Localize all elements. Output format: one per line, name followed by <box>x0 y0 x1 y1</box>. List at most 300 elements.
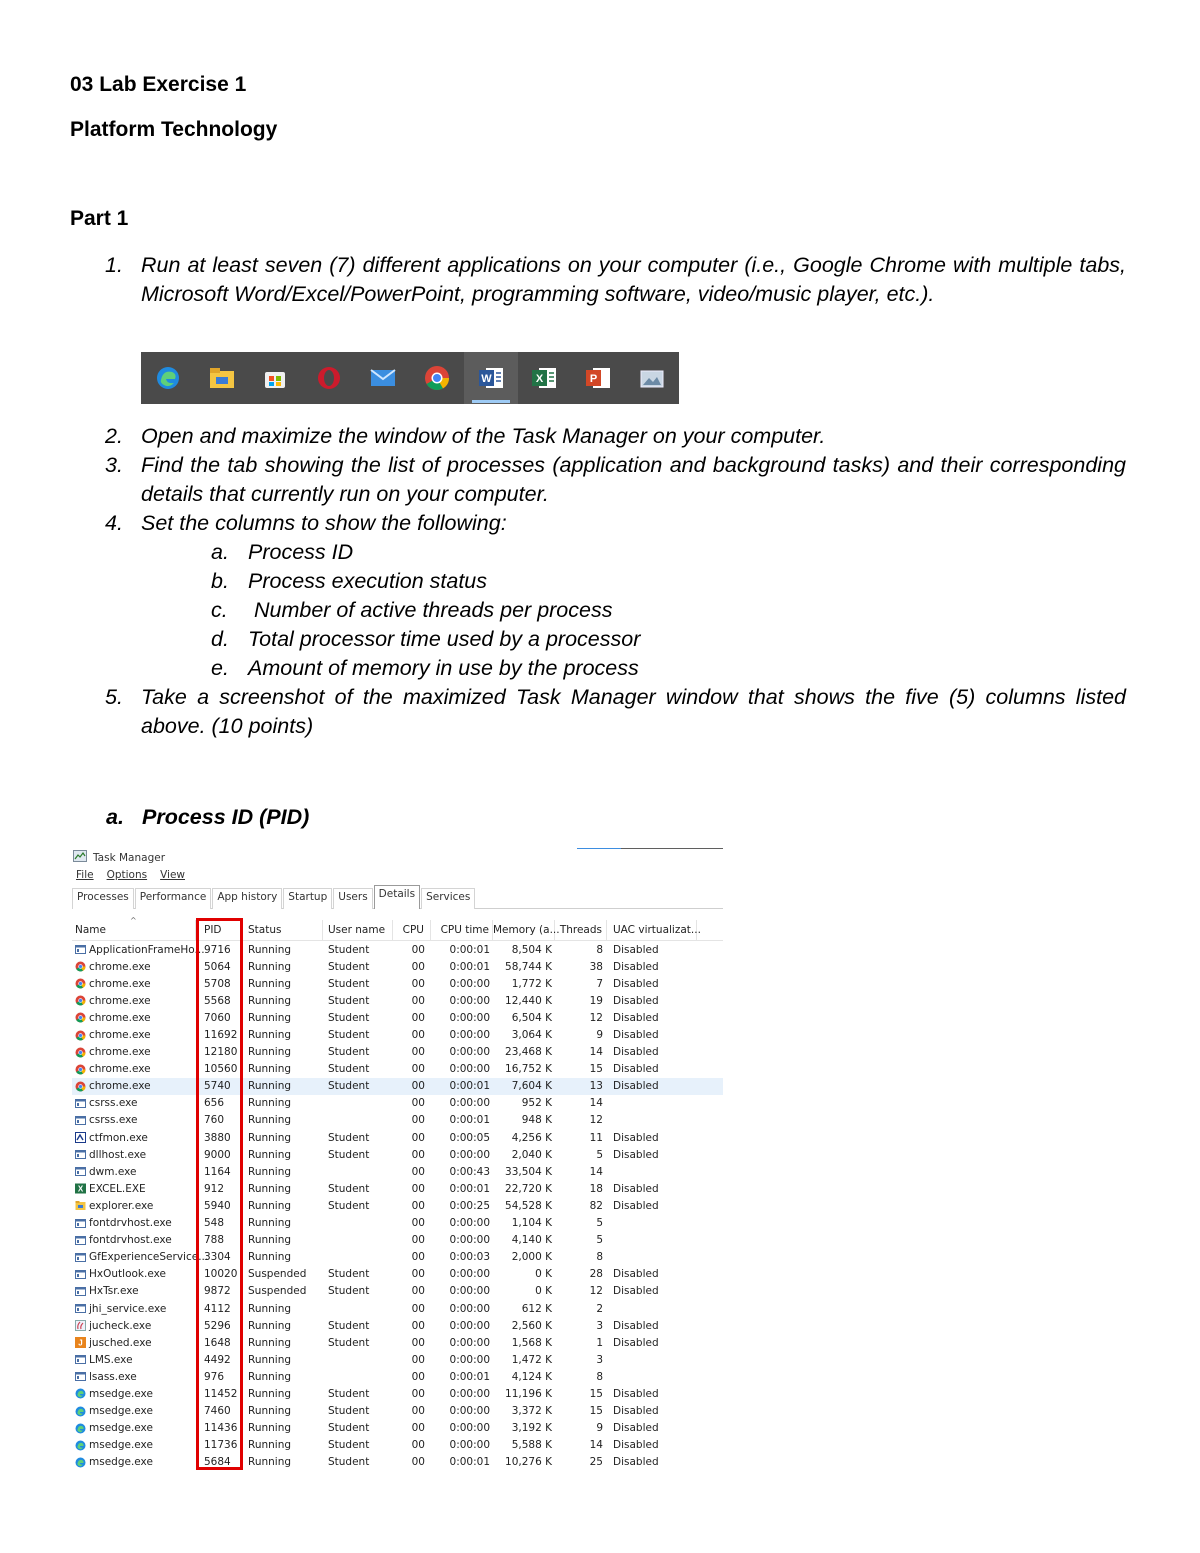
tab-startup[interactable]: Startup <box>283 888 332 909</box>
cell-uac: Disabled <box>613 943 659 956</box>
cell-status: Running <box>248 1319 292 1332</box>
col-header-status[interactable]: Status <box>243 920 323 940</box>
step-number: 1. <box>105 253 123 277</box>
cell-memory: 54,528 K <box>505 1199 552 1212</box>
cell-status: Running <box>248 977 292 990</box>
cell-pid: 10560 <box>204 1063 238 1076</box>
chrome-process-icon <box>75 978 86 989</box>
window-top-edge <box>577 848 723 849</box>
cell-user: Student <box>328 1046 370 1059</box>
cell-cpu: 00 <box>411 1353 425 1366</box>
cell-name <box>72 1234 196 1246</box>
edge-process-icon <box>75 1457 86 1468</box>
process-name: dllhost.exe <box>89 1148 147 1161</box>
cell-threads: 8 <box>596 1370 603 1383</box>
cell-cpu: 00 <box>411 1319 425 1332</box>
table-row[interactable] <box>72 1334 723 1351</box>
table-row[interactable] <box>72 1129 723 1146</box>
cell-name <box>72 1388 196 1400</box>
cell-pid: 5296 <box>204 1319 231 1332</box>
table-row[interactable] <box>72 1095 723 1112</box>
sub-text: Number of active threads per process <box>248 598 613 622</box>
cell-memory: 3,064 K <box>511 1029 552 1042</box>
cell-name <box>72 1456 196 1468</box>
sub-letter: e. <box>211 656 229 680</box>
table-row[interactable] <box>72 1300 723 1317</box>
cell-uac: Disabled <box>613 1011 659 1024</box>
cell-user: Student <box>328 1319 370 1332</box>
cell-memory: 11,196 K <box>505 1387 552 1400</box>
cell-threads: 9 <box>596 1422 603 1435</box>
mail-icon[interactable] <box>356 352 410 404</box>
cell-threads: 12 <box>589 1285 603 1298</box>
task-manager-title: Task Manager <box>93 851 166 864</box>
cell-user: Student <box>328 1148 370 1161</box>
table-row[interactable] <box>72 1351 723 1368</box>
sub-text: Process ID <box>248 540 354 564</box>
file-explorer-icon[interactable] <box>195 352 249 404</box>
table-row[interactable] <box>72 1283 723 1300</box>
cell-memory: 5,588 K <box>511 1439 552 1452</box>
col-header-name[interactable]: Name <box>72 920 196 940</box>
cell-cpu-time: 0:00:01 <box>449 1370 490 1383</box>
chrome-process-icon <box>75 1030 86 1041</box>
table-row[interactable] <box>72 1112 723 1129</box>
cell-uac: Disabled <box>613 1199 659 1212</box>
col-header-memory[interactable]: Memory (a... <box>493 920 555 940</box>
cell-cpu: 00 <box>411 1199 425 1212</box>
table-row[interactable] <box>72 1385 723 1402</box>
tab-performance[interactable]: Performance <box>135 888 212 909</box>
cell-pid: 1648 <box>204 1336 231 1349</box>
app-process-icon <box>75 1286 86 1297</box>
cell-threads: 11 <box>589 1131 603 1144</box>
table-row[interactable] <box>72 1368 723 1385</box>
sub-letter: b. <box>211 569 229 593</box>
table-row[interactable] <box>72 1180 723 1197</box>
cell-cpu-time: 0:00:03 <box>449 1251 490 1264</box>
cell-pid: 4112 <box>204 1302 231 1315</box>
cell-memory: 952 K <box>521 1097 552 1110</box>
cell-threads: 5 <box>596 1234 603 1247</box>
cell-cpu: 00 <box>411 1439 425 1452</box>
cell-cpu: 00 <box>411 1097 425 1110</box>
cell-cpu-time: 0:00:00 <box>449 1217 490 1230</box>
powerpoint-icon[interactable] <box>571 352 625 404</box>
process-name: chrome.exe <box>89 1011 151 1024</box>
cell-status: Running <box>248 1114 292 1127</box>
app-process-icon <box>75 1149 86 1160</box>
cell-status: Running <box>248 1011 292 1024</box>
cell-threads: 15 <box>589 1405 603 1418</box>
cell-cpu: 00 <box>411 1405 425 1418</box>
cell-cpu-time: 0:00:00 <box>449 1285 490 1298</box>
cell-cpu: 00 <box>411 1182 425 1195</box>
cell-cpu-time: 0:00:00 <box>449 1353 490 1366</box>
sub-item-e <box>105 654 1126 683</box>
menu-bar <box>76 869 185 881</box>
svg-text:J: J <box>78 1338 83 1348</box>
cell-user: Student <box>328 1063 370 1076</box>
cell-status: Running <box>248 1251 292 1264</box>
cell-threads: 3 <box>596 1353 603 1366</box>
step-number: 3. <box>105 453 123 477</box>
tab-users[interactable]: Users <box>333 888 372 909</box>
cell-name <box>72 1200 196 1212</box>
process-name: chrome.exe <box>89 994 151 1007</box>
table-row[interactable] <box>72 1317 723 1334</box>
cell-pid: 9872 <box>204 1285 231 1298</box>
jusched-process-icon <box>75 1337 86 1348</box>
cell-uac: Disabled <box>613 1046 659 1059</box>
cell-memory: 4,140 K <box>511 1234 552 1247</box>
cell-name <box>72 1320 196 1332</box>
cell-pid: 5940 <box>204 1199 231 1212</box>
cell-user: Student <box>328 1029 370 1042</box>
cell-cpu: 00 <box>411 1063 425 1076</box>
edge-process-icon <box>75 1406 86 1417</box>
cell-name <box>72 1422 196 1434</box>
step-number: 5. <box>105 685 123 709</box>
app-process-icon <box>75 1269 86 1280</box>
cell-pid: 3880 <box>204 1131 231 1144</box>
cell-cpu-time: 0:00:00 <box>449 1439 490 1452</box>
cell-uac: Disabled <box>613 1131 659 1144</box>
cell-status: Running <box>248 1217 292 1230</box>
cell-cpu-time: 0:00:00 <box>449 1422 490 1435</box>
cell-status: Running <box>248 1046 292 1059</box>
table-row[interactable] <box>72 1163 723 1180</box>
cell-cpu: 00 <box>411 943 425 956</box>
cell-pid: 9000 <box>204 1148 231 1161</box>
cell-pid: 4492 <box>204 1353 231 1366</box>
table-row[interactable] <box>72 1061 723 1078</box>
cell-name <box>72 1114 196 1126</box>
cell-threads: 12 <box>589 1114 603 1127</box>
cell-pid: 788 <box>204 1234 225 1247</box>
cell-cpu-time: 0:00:00 <box>449 1046 490 1059</box>
app-process-icon <box>75 1218 86 1229</box>
cell-memory: 22,720 K <box>505 1182 552 1195</box>
windows-taskbar <box>141 352 679 404</box>
edge-process-icon <box>75 1388 86 1399</box>
store-icon[interactable] <box>249 352 303 404</box>
col-header-uac[interactable]: UAC virtualizat... <box>607 920 697 940</box>
tab-app-history[interactable]: App history <box>212 888 282 909</box>
app-process-icon <box>75 944 86 955</box>
cell-cpu-time: 0:00:43 <box>449 1165 490 1178</box>
cell-cpu-time: 0:00:00 <box>449 994 490 1007</box>
cell-cpu-time: 0:00:00 <box>449 1387 490 1400</box>
cell-cpu: 00 <box>411 1080 425 1093</box>
cell-name <box>72 1439 196 1451</box>
steps-list-main <box>105 422 1126 741</box>
menu-file[interactable]: File <box>76 869 94 881</box>
cell-pid: 656 <box>204 1097 225 1110</box>
table-row[interactable] <box>72 1454 723 1471</box>
table-row[interactable] <box>72 1437 723 1454</box>
table-row[interactable] <box>72 1078 723 1095</box>
cell-pid: 11692 <box>204 1029 238 1042</box>
cell-status: Running <box>248 1165 292 1178</box>
jucheck-process-icon <box>75 1320 86 1331</box>
cell-threads: 82 <box>589 1199 603 1212</box>
sub-text: Total processor time used by a processor <box>248 627 641 651</box>
cell-cpu-time: 0:00:01 <box>449 943 490 956</box>
cell-uac: Disabled <box>613 1063 659 1076</box>
cell-cpu: 00 <box>411 1046 425 1059</box>
part-heading: Part 1 <box>70 207 129 230</box>
svg-text:X: X <box>536 373 544 385</box>
menu-view[interactable]: View <box>160 869 186 881</box>
cell-name <box>72 1285 196 1297</box>
col-header-cpu-time[interactable]: CPU time <box>431 920 493 940</box>
cell-pid: 548 <box>204 1217 225 1230</box>
cell-status: Running <box>248 1131 292 1144</box>
cell-threads: 9 <box>596 1029 603 1042</box>
cell-pid: 912 <box>204 1182 225 1195</box>
cell-user: Student <box>328 1285 370 1298</box>
cell-cpu-time: 0:00:00 <box>449 1063 490 1076</box>
cell-uac: Disabled <box>613 1285 659 1298</box>
app-process-icon <box>75 1354 86 1365</box>
col-header-cpu[interactable]: CPU <box>393 920 431 940</box>
table-row[interactable] <box>72 1232 723 1249</box>
tab-processes[interactable]: Processes <box>72 888 134 909</box>
cell-user: Student <box>328 1405 370 1418</box>
col-header-user[interactable]: User name <box>323 920 393 940</box>
cell-cpu: 00 <box>411 1268 425 1281</box>
sub-letter: a. <box>211 540 229 564</box>
cell-threads: 38 <box>589 960 603 973</box>
cell-name <box>72 1303 196 1315</box>
cell-name <box>72 995 196 1007</box>
cell-memory: 1,472 K <box>511 1353 552 1366</box>
cell-threads: 14 <box>589 1097 603 1110</box>
edge-icon[interactable] <box>141 352 195 404</box>
cell-user: Student <box>328 1199 370 1212</box>
table-row[interactable] <box>72 1044 723 1061</box>
process-name: jusched.exe <box>89 1336 152 1349</box>
cell-user: Student <box>328 960 370 973</box>
table-row[interactable] <box>72 1215 723 1232</box>
cell-threads: 8 <box>596 1251 603 1264</box>
cell-uac: Disabled <box>613 994 659 1007</box>
cell-uac: Disabled <box>613 1439 659 1452</box>
process-name: chrome.exe <box>89 1046 151 1059</box>
cell-pid: 5064 <box>204 960 231 973</box>
sub-text: Process execution status <box>248 569 488 593</box>
cell-cpu-time: 0:00:00 <box>449 1148 490 1161</box>
table-row[interactable] <box>72 1197 723 1214</box>
app-process-icon <box>75 1098 86 1109</box>
cell-uac: Disabled <box>613 1080 659 1093</box>
cell-threads: 12 <box>589 1011 603 1024</box>
task-manager-titlebar <box>73 850 165 865</box>
cell-threads: 15 <box>589 1063 603 1076</box>
cell-uac: Disabled <box>613 1268 659 1281</box>
cell-name <box>72 1046 196 1058</box>
table-row[interactable] <box>72 958 723 975</box>
app-process-icon <box>75 1115 86 1126</box>
cell-cpu-time: 0:00:01 <box>449 960 490 973</box>
chrome-icon[interactable] <box>410 352 464 404</box>
cell-memory: 1,772 K <box>511 977 552 990</box>
process-name: msedge.exe <box>89 1387 153 1400</box>
cell-uac: Disabled <box>613 1182 659 1195</box>
cell-threads: 7 <box>596 977 603 990</box>
cell-memory: 12,440 K <box>505 994 552 1007</box>
cell-pid: 11736 <box>204 1439 238 1452</box>
cell-status: Running <box>248 1456 292 1469</box>
col-header-pid[interactable]: PID <box>196 920 243 940</box>
task-manager-icon <box>73 850 87 865</box>
cell-status: Running <box>248 1370 292 1383</box>
cell-status: Running <box>248 1336 292 1349</box>
cell-cpu: 00 <box>411 1285 425 1298</box>
process-name: lsass.exe <box>89 1370 137 1383</box>
cell-user: Student <box>328 1439 370 1452</box>
cell-memory: 23,468 K <box>505 1046 552 1059</box>
cell-cpu: 00 <box>411 1234 425 1247</box>
cell-memory: 3,372 K <box>511 1405 552 1418</box>
process-name: msedge.exe <box>89 1456 153 1469</box>
cell-threads: 14 <box>589 1165 603 1178</box>
cell-name <box>72 978 196 990</box>
opera-icon[interactable] <box>302 352 356 404</box>
app-process-icon <box>75 1166 86 1177</box>
table-row[interactable] <box>72 1266 723 1283</box>
cell-threads: 18 <box>589 1182 603 1195</box>
process-name: jucheck.exe <box>89 1319 152 1332</box>
process-name: fontdrvhost.exe <box>89 1217 172 1230</box>
process-name: chrome.exe <box>89 1080 151 1093</box>
cell-memory: 2,040 K <box>511 1148 552 1161</box>
table-row[interactable] <box>72 1146 723 1163</box>
cell-memory: 7,604 K <box>511 1080 552 1093</box>
chrome-process-icon <box>75 1047 86 1058</box>
cell-memory: 612 K <box>521 1302 552 1315</box>
cell-user: Student <box>328 1131 370 1144</box>
cell-cpu-time: 0:00:00 <box>449 1302 490 1315</box>
cell-pid: 3304 <box>204 1251 231 1264</box>
cell-name <box>72 1132 196 1144</box>
cell-user: Student <box>328 1336 370 1349</box>
step-number: 2. <box>105 424 123 448</box>
step-text: Find the tab showing the list of processes (application and background tasks) and their corresponding details that currently run on your computer. <box>141 453 1126 506</box>
cell-threads: 5 <box>596 1148 603 1161</box>
cell-cpu: 00 <box>411 1217 425 1230</box>
cell-status: Running <box>248 1387 292 1400</box>
cell-memory: 4,124 K <box>511 1370 552 1383</box>
step-text: Open and maximize the window of the Task Manager on your computer. <box>141 424 826 448</box>
edge-process-icon <box>75 1440 86 1451</box>
cell-uac: Disabled <box>613 1148 659 1161</box>
menu-options[interactable]: Options <box>106 869 148 881</box>
svg-text:X: X <box>77 1184 84 1194</box>
col-header-threads[interactable]: Threads <box>555 920 607 940</box>
cell-name <box>72 1166 196 1178</box>
sub-letter: d. <box>211 627 229 651</box>
cell-status: Running <box>248 1097 292 1110</box>
cell-status: Running <box>248 1353 292 1366</box>
cell-pid: 11452 <box>204 1387 238 1400</box>
step-4 <box>105 509 1126 538</box>
cell-cpu: 00 <box>411 977 425 990</box>
table-row[interactable] <box>72 1009 723 1026</box>
cell-threads: 25 <box>589 1456 603 1469</box>
cell-status: Suspended <box>248 1285 307 1298</box>
table-row[interactable] <box>72 1403 723 1420</box>
table-row[interactable] <box>72 1249 723 1266</box>
cell-memory: 33,504 K <box>505 1165 552 1178</box>
process-name: GfExperienceService... <box>89 1251 209 1264</box>
sub-item-d <box>105 625 1126 654</box>
step-2 <box>105 422 1126 451</box>
table-row[interactable] <box>72 975 723 992</box>
cell-status: Running <box>248 960 292 973</box>
cell-status: Running <box>248 1080 292 1093</box>
cell-memory: 1,104 K <box>511 1217 552 1230</box>
tab-details[interactable]: Details <box>374 885 420 909</box>
step-1 <box>105 251 1126 309</box>
process-name: ctfmon.exe <box>89 1131 148 1144</box>
cell-cpu-time: 0:00:01 <box>449 1080 490 1093</box>
cell-threads: 15 <box>589 1387 603 1400</box>
cell-pid: 5568 <box>204 994 231 1007</box>
cell-memory: 0 K <box>535 1285 552 1298</box>
section-a-heading <box>106 805 309 830</box>
cell-cpu-time: 0:00:00 <box>449 977 490 990</box>
sub-item-c <box>105 596 1126 625</box>
process-name: dwm.exe <box>89 1165 137 1178</box>
cell-threads: 14 <box>589 1439 603 1452</box>
app-process-icon <box>75 1235 86 1246</box>
excel-process-icon <box>75 1183 86 1194</box>
cell-user: Student <box>328 943 370 956</box>
excel-icon[interactable] <box>518 352 572 404</box>
photos-icon[interactable] <box>625 352 679 404</box>
table-row[interactable] <box>72 1026 723 1043</box>
cell-cpu-time: 0:00:00 <box>449 1029 490 1042</box>
process-name: HxTsr.exe <box>89 1285 139 1298</box>
cell-memory: 0 K <box>535 1268 552 1281</box>
cell-uac: Disabled <box>613 1387 659 1400</box>
chrome-process-icon <box>75 1012 86 1023</box>
cell-user: Student <box>328 1268 370 1281</box>
cell-cpu: 00 <box>411 1148 425 1161</box>
cell-threads: 5 <box>596 1217 603 1230</box>
table-row[interactable] <box>72 1420 723 1437</box>
cell-cpu: 00 <box>411 1029 425 1042</box>
cell-status: Running <box>248 1199 292 1212</box>
cell-user: Student <box>328 1182 370 1195</box>
cell-uac: Disabled <box>613 960 659 973</box>
svg-text:P: P <box>590 373 598 385</box>
tab-services[interactable]: Services <box>421 888 475 909</box>
table-row[interactable] <box>72 941 723 958</box>
cell-cpu: 00 <box>411 1251 425 1264</box>
cell-cpu: 00 <box>411 1336 425 1349</box>
cell-cpu: 00 <box>411 1302 425 1315</box>
cell-name <box>72 1405 196 1417</box>
explorer-process-icon <box>75 1200 86 1211</box>
cell-uac: Disabled <box>613 1422 659 1435</box>
word-icon[interactable] <box>464 352 518 404</box>
cell-cpu-time: 0:00:01 <box>449 1456 490 1469</box>
process-name: msedge.exe <box>89 1439 153 1452</box>
table-row[interactable] <box>72 992 723 1009</box>
